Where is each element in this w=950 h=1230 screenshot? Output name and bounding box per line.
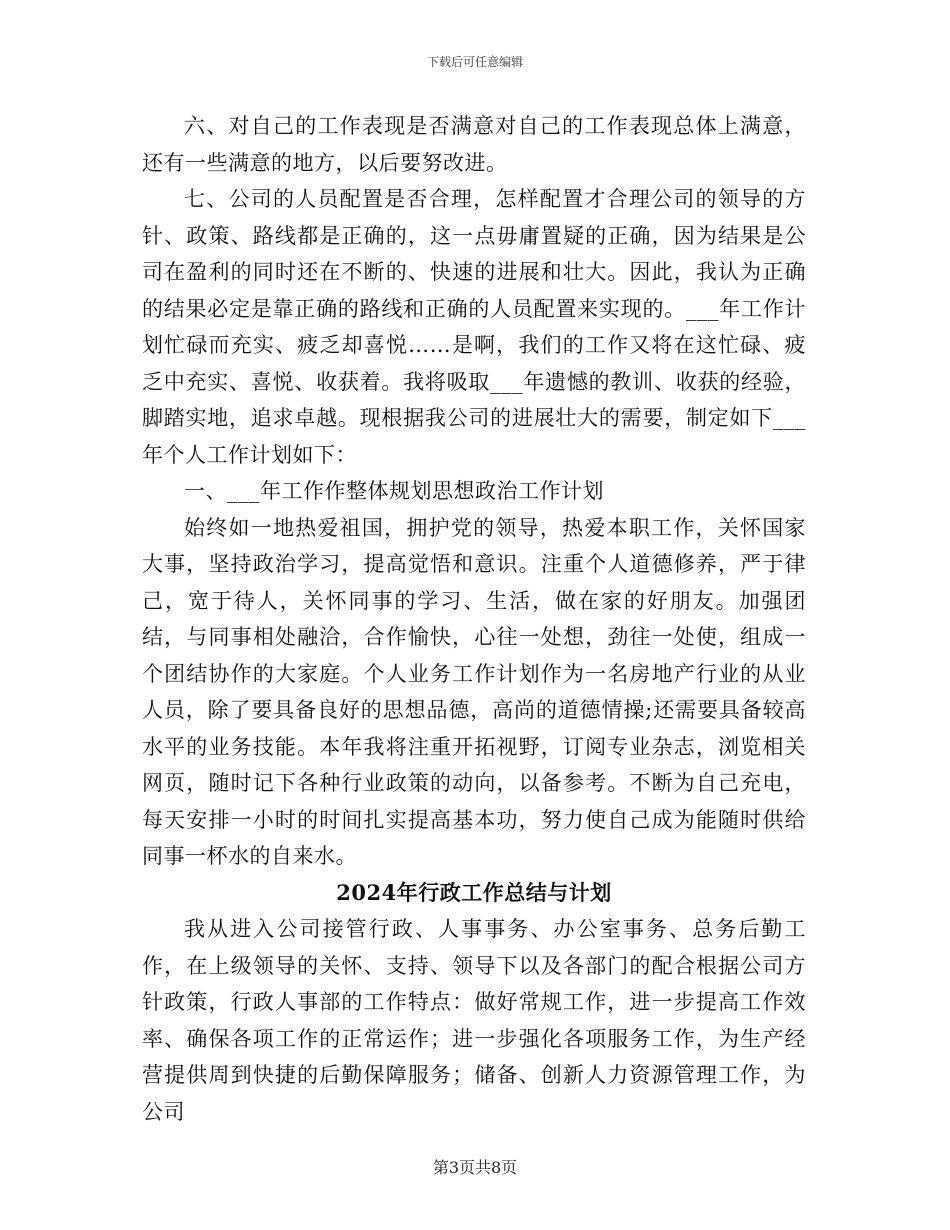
paragraph-self-evaluation: 六、对自己的工作表现是否满意对自己的工作表现总体上满意，还有一些满意的地方，以后要努改进。: [142, 114, 806, 175]
document-title: 2024年行政工作总结与计划: [336, 879, 612, 905]
header-note: 下载后可任意编辑: [426, 55, 523, 69]
section-heading-plan: 一、___年工作作整体规划思想政治工作计划: [184, 479, 604, 503]
paragraph-staffing: 七、公司的人员配置是否合理，怎样配置才合理公司的领导的方针、政策、路线都是正确的，这一点毋庸置疑的正确，因为结果是公司在盈利的同时还在不断的、快速的进展和壮大。因此，我认为正确的结果必定是靠正确的路线和正确的人员配置来实现的。___年工作计划忙碌而充实、疲乏却喜悦……是啊，我们的工作又将在这忙碌、疲乏中充实、喜悦、收获着。我将吸取___年遗憾的教训、收获的经验，脚踏实地，追求卓越。现根据我公司的进展壮大的需要，制定如下___年个人工作计划如下：: [142, 187, 806, 467]
paragraph-political-work: 始终如一地热爱祖国，拥护党的领导，热爱本职工作，关怀国家大事，坚持政治学习，提高觉悟和意识。注重个人道德修养，严于律己，宽于待人，关怀同事的学习、生活，做在家的好朋友。加强团结，与同事相处融洽，合作愉快，心往一处想，劲往一处使，组成一个团结协作的大家庭。个人业务工作计划作为一名房地产行业的从业人员，除了要具备良好的思想品德，高尚的道德情操;还需要具备较高水平的业务技能。本年我将注重开拓视野，订阅专业杂志，浏览相关网页，随时记下各种行业政策的动向，以备参考。不断为自己充电，每天安排一小时的时间扎实提高基本功，努力使自己成为能随时供给同事一杯水的自来水。: [142, 515, 806, 868]
paragraph-admin-summary: 我从进入公司接管行政、人事事务、办公室事务、总务后勤工作，在上级领导的关怀、支持、领导下以及各部门的配合根据公司方针政策，行政人事部的工作特点：做好常规工作，进一步提高工作效率、确保各项工作的正常运作；进一步强化各项服务工作，为生产经营提供周到快捷的后勤保障服务；储备、创新人力资源管理工作，为公司: [142, 917, 806, 1124]
page-number: 第3页共8页: [432, 1158, 518, 1177]
document-body: [142, 108, 806, 1130]
